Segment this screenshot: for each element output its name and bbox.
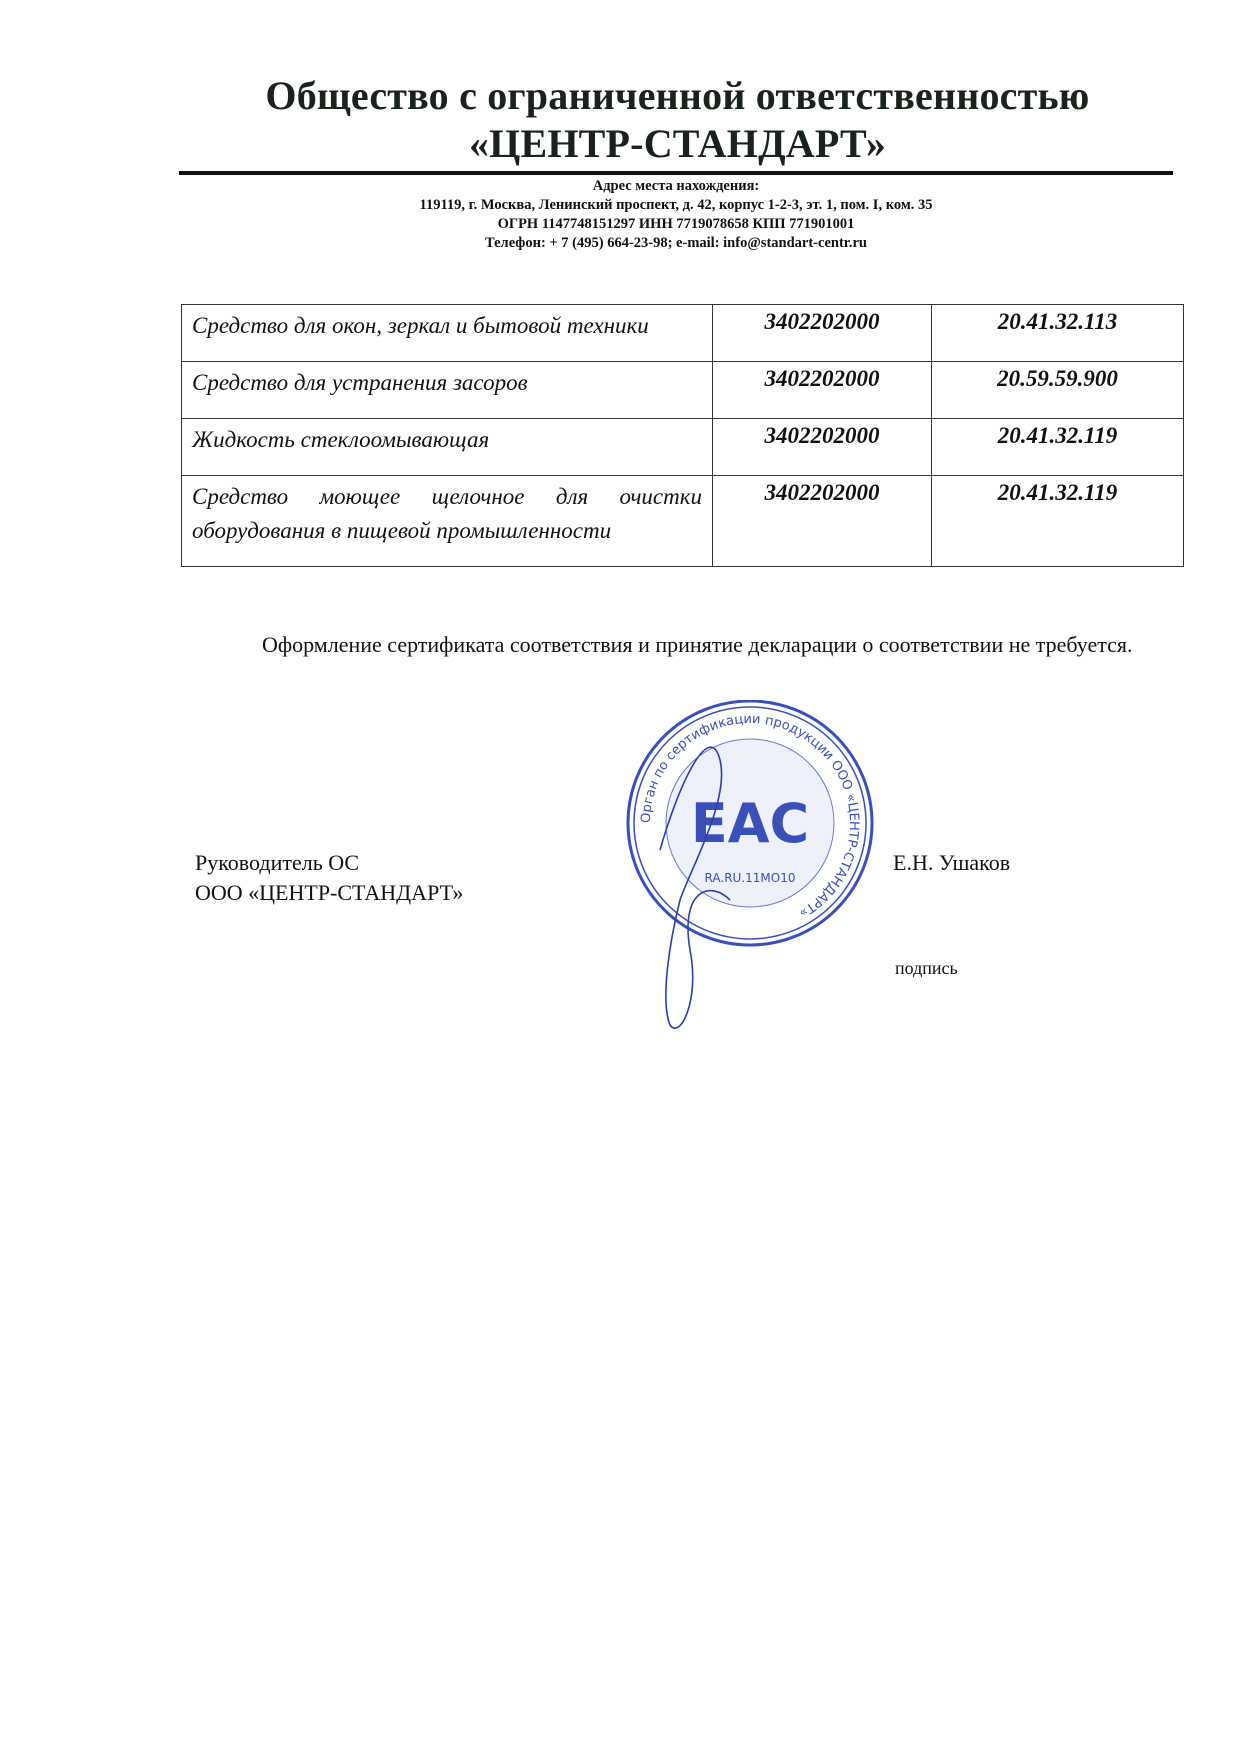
signer-name: Е.Н. Ушаков [893, 850, 1011, 875]
tnved-code: 3402202000 [713, 476, 932, 567]
tnved-code: 3402202000 [713, 419, 932, 476]
table-row [182, 305, 1184, 362]
tnved-code: 3402202000 [713, 362, 932, 419]
contacts: Телефон: + 7 (495) 664-23-98; e-mail: info@standart-centr.ru [485, 235, 867, 251]
table-row [182, 476, 1184, 567]
company-name: «ЦЕНТР-СТАНДАРТ» [468, 121, 887, 166]
okpd-code: 20.59.59.900 [932, 362, 1184, 419]
address: 119119, г. Москва, Ленинский проспект, д. 42, корпус 1-2-3, эт. 1, пом. I, ком. 35 [419, 197, 933, 213]
signer-organization: ООО «ЦЕНТР-СТАНДАРТ» [195, 880, 464, 905]
signature-label: подпись [895, 958, 958, 978]
okpd-code: 20.41.32.119 [932, 476, 1184, 567]
table-row [182, 419, 1184, 476]
body-paragraph: Оформление сертификата соответствия и принятие декларации о соответствии не требуется. [262, 632, 1133, 657]
stamp-ring-text: Орган по сертификации продукции ООО «ЦЕНТР-СТАНДАРТ» [638, 711, 862, 921]
tnved-code: 3402202000 [713, 305, 932, 362]
okpd-code: 20.41.32.119 [932, 419, 1184, 476]
table-row [182, 362, 1184, 419]
product-name: Средство для окон, зеркал и бытовой техники [182, 305, 713, 362]
company-title: Общество с ограниченной ответственностью [265, 73, 1090, 118]
header-divider [179, 171, 1173, 175]
eac-mark: ЕАС [690, 792, 810, 855]
address-label: Адрес места нахождения: [592, 178, 760, 194]
product-name: Средство для устранения засоров [182, 362, 713, 419]
eac-stamp-with-signature [620, 700, 880, 1040]
okpd-code: 20.41.32.113 [932, 305, 1184, 362]
stamp-number: RA.RU.11МО10 [704, 871, 796, 885]
registration-numbers: ОГРН 1147748151297 ИНН 7719078658 КПП 771901001 [497, 216, 855, 232]
product-name: Жидкость стеклоомывающая [182, 419, 713, 476]
product-name: Средство моющее щелочное для очистки оборудования в пищевой промышленности [182, 476, 713, 567]
products-table [181, 304, 1184, 567]
signer-position: Руководитель ОС [195, 850, 360, 875]
